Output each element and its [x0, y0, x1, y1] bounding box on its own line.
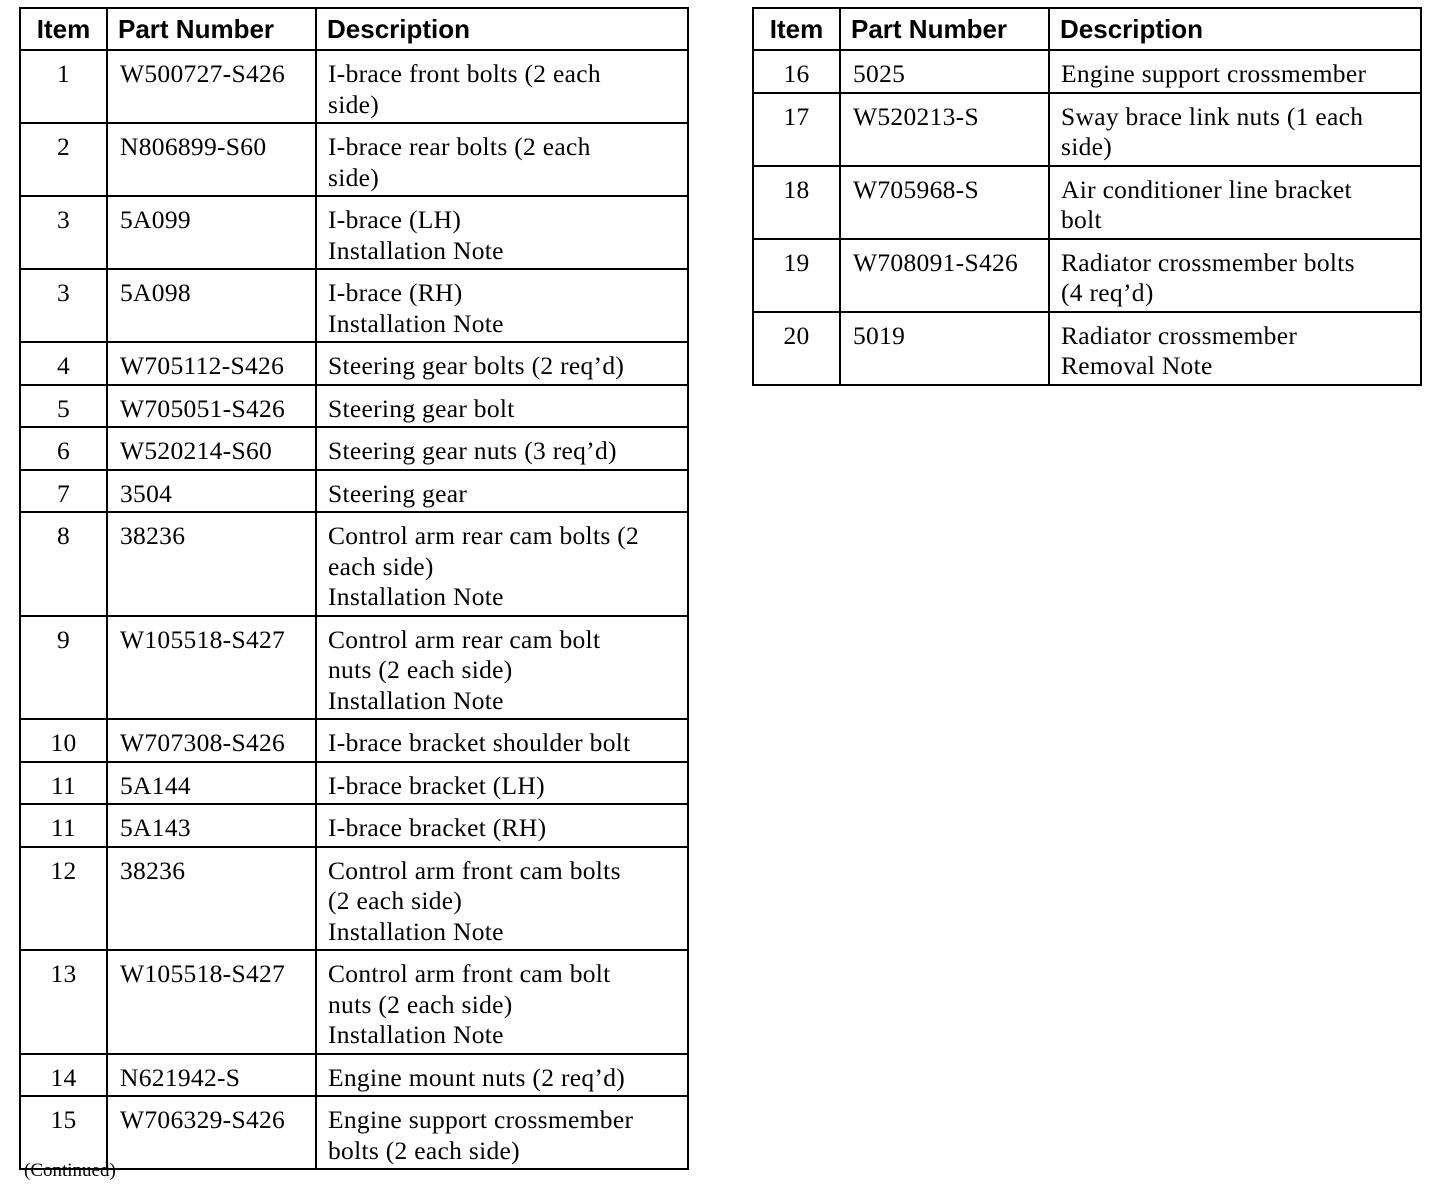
- description-cell: [316, 847, 688, 951]
- table-row: [753, 50, 1421, 93]
- description-cell: [316, 1096, 688, 1169]
- description-line: I-brace (LH): [328, 205, 462, 234]
- description-cell: [1049, 50, 1421, 93]
- description-cell: [316, 512, 688, 616]
- description-line: each side): [328, 551, 434, 581]
- parts-table-right: [752, 7, 1422, 386]
- description-line: Control arm front cam bolt: [328, 959, 611, 988]
- table-body-right: [753, 50, 1421, 385]
- description-cell: [316, 1054, 688, 1097]
- description-cell: [1049, 93, 1421, 166]
- part-number-cell: 38236: [107, 847, 316, 951]
- description-line: Removal Note: [1061, 351, 1213, 380]
- item-cell: 15: [20, 1096, 107, 1169]
- table-row: [20, 1054, 688, 1097]
- description-cell: [316, 123, 688, 196]
- part-number-cell: 5A098: [107, 269, 316, 342]
- item-cell: 5: [20, 385, 107, 428]
- part-number-cell: 38236: [107, 512, 316, 616]
- description-cell: [316, 196, 688, 269]
- part-number-cell: W705968-S: [840, 166, 1049, 239]
- table-row: [753, 239, 1421, 312]
- description-line: I-brace front bolts (2 each: [328, 59, 601, 88]
- part-number-cell: N621942-S: [107, 1054, 316, 1097]
- table-row: [20, 512, 688, 616]
- table-body-left: [20, 50, 688, 1169]
- part-number-cell: 3504: [107, 470, 316, 513]
- description-line: I-brace (RH): [328, 278, 463, 307]
- description-line: I-brace rear bolts (2 each: [328, 132, 591, 161]
- description-line: Engine support crossmember: [1061, 59, 1367, 88]
- description-line: Radiator crossmember: [1061, 320, 1298, 350]
- description-line: nuts (2 each side): [328, 655, 513, 684]
- table-row: [20, 385, 688, 428]
- item-cell: 2: [20, 123, 107, 196]
- part-number-cell: 5A143: [107, 804, 316, 847]
- header-item: Item: [753, 8, 840, 50]
- description-cell: [316, 269, 688, 342]
- description-line: Engine support crossmember: [328, 1105, 634, 1134]
- item-cell: 13: [20, 950, 107, 1054]
- part-number-cell: W520214-S60: [107, 427, 316, 470]
- description-line: Steering gear: [328, 478, 468, 508]
- description-line: Radiator crossmember bolts: [1061, 247, 1355, 277]
- item-cell: 10: [20, 719, 107, 762]
- table-row: [753, 93, 1421, 166]
- continued-note: (Continued): [24, 1160, 116, 1181]
- description-line: Steering gear bolt: [328, 393, 515, 423]
- part-number-cell: W500727-S426: [107, 50, 316, 123]
- item-cell: 9: [20, 616, 107, 720]
- description-line: Steering gear bolts (2 req’d): [328, 351, 625, 380]
- table-row: [20, 123, 688, 196]
- description-line: side): [1061, 132, 1113, 161]
- table-header-row: [20, 8, 688, 50]
- description-cell: [316, 470, 688, 513]
- table-row: [20, 50, 688, 123]
- item-cell: 8: [20, 512, 107, 616]
- part-number-cell: 5025: [840, 50, 1049, 93]
- item-cell: 12: [20, 847, 107, 951]
- item-cell: 17: [753, 93, 840, 166]
- table-row: [20, 342, 688, 385]
- description-line: (2 each side): [328, 886, 463, 915]
- table-row: [20, 470, 688, 513]
- part-number-cell: W706329-S426: [107, 1096, 316, 1169]
- description-line: I-brace bracket shoulder bolt: [328, 728, 631, 757]
- part-number-cell: W708091-S426: [840, 239, 1049, 312]
- description-line: Installation Note: [328, 235, 504, 265]
- description-line: Control arm rear cam bolts (2: [328, 521, 640, 550]
- part-number-cell: W705112-S426: [107, 342, 316, 385]
- table-row: [20, 762, 688, 805]
- description-cell: [316, 762, 688, 805]
- description-cell: [1049, 312, 1421, 385]
- description-line: I-brace bracket (LH): [328, 770, 545, 800]
- table-row: [753, 166, 1421, 239]
- description-line: Installation Note: [328, 582, 504, 611]
- description-cell: [1049, 239, 1421, 312]
- header-part-number: Part Number: [107, 8, 316, 50]
- part-number-cell: 5019: [840, 312, 1049, 385]
- item-cell: 4: [20, 342, 107, 385]
- part-number-cell: W105518-S427: [107, 950, 316, 1054]
- description-line: nuts (2 each side): [328, 989, 513, 1019]
- item-cell: 14: [20, 1054, 107, 1097]
- item-cell: 1: [20, 50, 107, 123]
- table-row: [20, 616, 688, 720]
- description-cell: [316, 385, 688, 428]
- item-cell: 6: [20, 427, 107, 470]
- part-number-cell: 5A144: [107, 762, 316, 805]
- description-cell: [316, 427, 688, 470]
- description-line: Control arm rear cam bolt: [328, 624, 601, 654]
- table-row: [20, 427, 688, 470]
- table-row: [20, 950, 688, 1054]
- item-cell: 20: [753, 312, 840, 385]
- description-line: Installation Note: [328, 308, 504, 338]
- part-number-cell: W520213-S: [840, 93, 1049, 166]
- part-number-cell: W705051-S426: [107, 385, 316, 428]
- header-description: Description: [1049, 8, 1421, 50]
- table-header-row: [753, 8, 1421, 50]
- description-line: (4 req’d): [1061, 278, 1154, 307]
- part-number-cell: 5A099: [107, 196, 316, 269]
- description-line: Steering gear nuts (3 req’d): [328, 436, 617, 465]
- header-description: Description: [316, 8, 688, 50]
- description-line: Installation Note: [328, 916, 504, 946]
- table-row: [20, 269, 688, 342]
- description-cell: [316, 342, 688, 385]
- table-row: [20, 719, 688, 762]
- item-cell: 11: [20, 762, 107, 805]
- table-row: [20, 196, 688, 269]
- table-row: [20, 847, 688, 951]
- item-cell: 11: [20, 804, 107, 847]
- part-number-cell: W105518-S427: [107, 616, 316, 720]
- description-line: Air conditioner line bracket: [1061, 174, 1352, 204]
- item-cell: 3: [20, 269, 107, 342]
- table-row: [753, 312, 1421, 385]
- item-cell: 19: [753, 239, 840, 312]
- description-line: Sway brace link nuts (1 each: [1061, 101, 1364, 131]
- description-cell: [1049, 166, 1421, 239]
- description-line: Installation Note: [328, 1020, 504, 1049]
- part-number-cell: W707308-S426: [107, 719, 316, 762]
- table-row: [20, 1096, 688, 1169]
- header-part-number: Part Number: [840, 8, 1049, 50]
- item-cell: 18: [753, 166, 840, 239]
- table-row: [20, 804, 688, 847]
- description-line: bolt: [1061, 205, 1102, 234]
- description-line: bolts (2 each side): [328, 1135, 520, 1165]
- description-line: side): [328, 89, 380, 119]
- description-cell: [316, 804, 688, 847]
- item-cell: 7: [20, 470, 107, 513]
- description-line: I-brace bracket (RH): [328, 813, 547, 842]
- description-line: Installation Note: [328, 685, 504, 715]
- item-cell: 3: [20, 196, 107, 269]
- description-cell: [316, 50, 688, 123]
- description-line: side): [328, 162, 380, 192]
- description-cell: [316, 719, 688, 762]
- part-number-cell: N806899-S60: [107, 123, 316, 196]
- description-cell: [316, 950, 688, 1054]
- header-item: Item: [20, 8, 107, 50]
- description-line: Control arm front cam bolts: [328, 855, 621, 885]
- item-cell: 16: [753, 50, 840, 93]
- description-line: Engine mount nuts (2 req’d): [328, 1062, 626, 1092]
- description-cell: [316, 616, 688, 720]
- parts-table-left: [19, 7, 689, 1170]
